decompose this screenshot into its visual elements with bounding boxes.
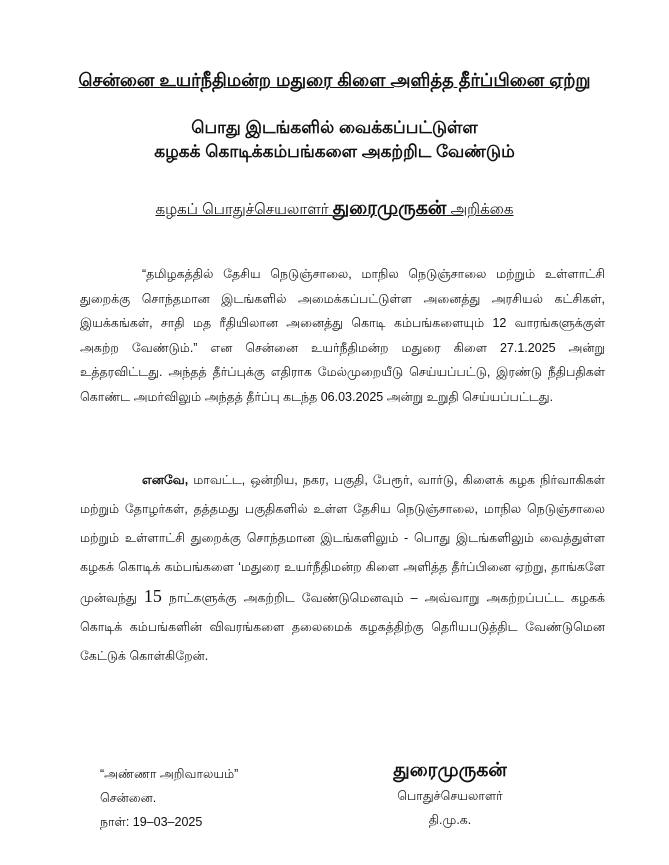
body-paragraph-2-part-2: நாட்களுக்கு அகற்றிட வேண்டுமெனவும் – அவ்வாறு அகற்றப்பட்ட கழகக் கொடிக் கம்பங்களின் விவரங்களை தலைமைக் கழகத்திற்கு தெரியபடுத்திட வேண்டுமென கேட்டுக் கொள்கிறேன். — [80, 591, 605, 663]
statement-title-prefix: கழகப் பொதுச்செயலாளர் — [155, 201, 329, 218]
signature-block — [360, 758, 540, 832]
statement-title-name: துரைமுருகன் — [332, 198, 447, 219]
signatory-org: தி.மு.க. — [428, 813, 472, 827]
signatory-title: பொதுச்செயலாளர் — [397, 789, 503, 803]
address-line-2: சென்னை. — [100, 791, 157, 805]
body-paragraph-2 — [80, 466, 605, 671]
signatory-name: துரைமுருகன் — [393, 760, 507, 781]
statement-title — [40, 198, 629, 222]
date-line: நாள்: 19–03–2025 — [100, 815, 203, 829]
headline-court-verdict: சென்னை உயர்நீதிமன்ற மதுரை கிளை அளித்த தீர்ப்பினை ஏற்று — [78, 70, 591, 90]
body-paragraph-2-days-number: 15 — [143, 586, 162, 606]
headline-remove-flagpoles — [40, 116, 629, 164]
address-line-1: “அண்ணா அறிவாலயம்” — [100, 767, 239, 781]
headline-line-3: கழகக் கொடிக்கம்பங்களை அகற்றிட வேண்டும் — [154, 142, 515, 161]
body-paragraph-2-lead: எனவே, — [142, 473, 189, 487]
body-paragraph-2-part-1: மாவட்ட, ஒன்றிய, நகர, பகுதி, பேரூர், வார்டு, கிளைக் கழக நிர்வாகிகள் மற்றும் தோழர்கள், தத்தமது பகுதிகளில் உள்ள தேசிய நெடுஞ்சாலை, மாநில நெடுஞ்சாலை மற்றும் உள்ளாட்சி துறைக்கு சொந்தமான இடங்களிலும் - பொது இடங்களிலும் வைத்துள்ள கழகக் கொடிக் கம்பங்களை ‘மதுரை உயர்நீதிமன்ற கிளை அளித்த தீர்ப்பினை ஏற்று, தாங்களே முன்வந்து — [80, 473, 605, 605]
headline-line-2: பொது இடங்களில் வைக்கப்பட்டுள்ள — [191, 118, 478, 137]
statement-title-suffix: அறிக்கை — [450, 201, 514, 218]
address-block — [100, 762, 238, 834]
body-paragraph-1 — [80, 262, 605, 409]
body-paragraph-1-text: “தமிழகத்தில் தேசிய நெடுஞ்சாலை, மாநில நெடுஞ்சாலை மற்றும் உள்ளாட்சி துறைக்கு சொந்தமான இடங்களில் அமைக்கப்பட்டுள்ள அனைத்து அரசியல் கட்சிகள், இயக்கங்கள், சாதி மத ரீதியிலான அனைத்து கொடி கம்பங்களையும் 12 வாரங்களுக்குள் அகற்ற வேண்டும்.” என சென்னை உயர்நீதிமன்ற மதுரை கிளை 27.1.2025 அன்று உத்தரவிட்டது. அந்தத் தீர்ப்புக்கு எதிராக மேல்முறையீடு செய்யப்பட்டு, இரண்டு நீதிபதிகள் கொண்ட அமர்விலும் அந்தத் தீர்ப்பு கடந்த 06.03.2025 அன்று உறுதி செய்யப்பட்டது. — [80, 267, 605, 404]
